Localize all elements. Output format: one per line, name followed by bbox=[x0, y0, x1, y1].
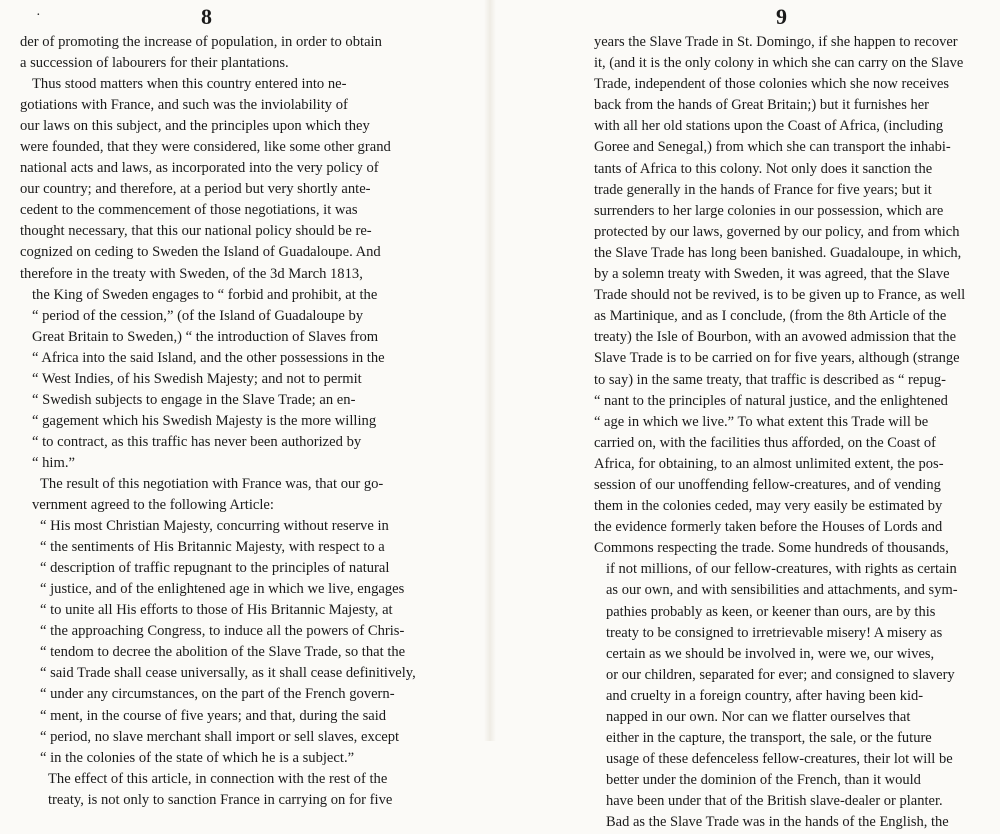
text-line: “ period of the cession,” (of the Island of Guadaloupe by bbox=[32, 307, 364, 324]
text-line: gotiations with France, and such was the inviolability of bbox=[20, 97, 348, 114]
right-page-text bbox=[594, 32, 990, 834]
text-line: “ period, no slave merchant shall import or sell slaves, except bbox=[40, 728, 400, 745]
text-line: protected by our laws, governed by our policy, and from which bbox=[594, 223, 960, 240]
text-line: the King of Sweden engages to “ forbid and prohibit, at the bbox=[32, 286, 378, 303]
text-line: “ the sentiments of His Britannic Majesty, with respect to a bbox=[40, 539, 385, 556]
text-line: “ Swedish subjects to engage in the Slave Trade; an en- bbox=[32, 391, 356, 408]
text-line: if not millions, of our fellow-creatures, with rights as certain bbox=[606, 561, 957, 578]
text-line: “ justice, and of the enlightened age in which we live, engages bbox=[40, 581, 405, 598]
text-line: The effect of this article, in connection with the rest of the bbox=[48, 770, 388, 787]
text-line: surrenders to her large colonies in our possession, which are bbox=[594, 202, 944, 219]
margin-mark: · bbox=[36, 8, 41, 23]
text-line: and cruelty in a foreign country, after having been kid- bbox=[606, 687, 924, 704]
text-line: Trade, independent of those colonies which she now receives bbox=[594, 76, 950, 93]
right-page bbox=[500, 0, 1000, 831]
text-line: “ the approaching Congress, to induce all the powers of Chris- bbox=[40, 623, 405, 640]
text-line: vernment agreed to the following Article: bbox=[32, 497, 274, 514]
text-line: the Slave Trade has long been banished. Guadaloupe, in which, bbox=[594, 244, 962, 261]
text-line: usage of these defenceless fellow-creatures, their lot will be bbox=[606, 751, 953, 768]
text-line: Trade should not be revived, is to be given up to France, as well bbox=[594, 287, 966, 304]
text-line: “ nant to the principles of natural justice, and the enlightened bbox=[594, 392, 948, 409]
text-line: our country; and therefore, at a period but very shortly ante- bbox=[20, 181, 371, 198]
text-line: treaty) the Isle of Bourbon, with an avowed admission that the bbox=[594, 329, 957, 346]
text-line: either in the capture, the transport, the sale, or the future bbox=[606, 730, 932, 747]
text-line: have been under that of the British slave-dealer or planter. bbox=[606, 793, 943, 810]
text-line: treaty, is not only to sanction France in carrying on for five bbox=[48, 791, 393, 808]
text-line: pathies probably as keen, or keener than ours, are by this bbox=[606, 603, 936, 620]
text-line: by a solemn treaty with Sweden, it was agreed, that the Slave bbox=[594, 266, 950, 283]
text-line: them in the colonies ceded, may very easily be estimated by bbox=[594, 498, 943, 515]
text-line: or our children, separated for ever; and consigned to slavery bbox=[606, 666, 955, 683]
text-line: der of promoting the increase of population, in order to obtain bbox=[20, 34, 382, 50]
text-line: “ in the colonies of the state of which he is a subject.” bbox=[40, 749, 355, 766]
text-line: certain as we should be involved in, were we, our wives, bbox=[606, 645, 935, 662]
text-line: treaty to be consigned to irretrievable misery! A misery as bbox=[606, 624, 943, 641]
text-line: Slave Trade is to be carried on for five years, although (strange bbox=[594, 350, 960, 367]
right-page-number: 9 bbox=[776, 4, 787, 29]
text-line: our laws on this subject, and the principles upon which they bbox=[20, 118, 370, 135]
text-line: “ Africa into the said Island, and the other possessions in the bbox=[32, 349, 385, 366]
text-line: it, (and it is the only colony in which she can carry on the Slave bbox=[594, 55, 964, 72]
text-line: thought necessary, that this our national policy should be re- bbox=[20, 223, 372, 240]
text-line: national acts and laws, as incorporated into the very policy of bbox=[20, 160, 379, 177]
text-line: Thus stood matters when this country entered into ne- bbox=[32, 76, 347, 93]
text-line: trade generally in the hands of France for five years; but it bbox=[594, 181, 932, 198]
text-line: better under the dominion of the French, than it would bbox=[606, 772, 921, 789]
text-line: a succession of labourers for their plantations. bbox=[20, 55, 289, 72]
text-line: carried on, with the facilities thus afforded, on the Coast of bbox=[594, 434, 936, 451]
text-line: “ to contract, as this traffic has never been authorized by bbox=[32, 433, 362, 450]
text-line: “ His most Christian Majesty, concurring without reserve in bbox=[40, 518, 389, 535]
text-line: Goree and Senegal,) from which she can transport the inhabi- bbox=[594, 139, 951, 156]
text-line: as Martinique, and as I conclude, (from the 8th Article of the bbox=[594, 308, 947, 325]
text-line: with all her old stations upon the Coast of Africa, (including bbox=[594, 118, 944, 135]
text-line: tants of Africa to this colony. Not only does it sanction the bbox=[594, 160, 933, 177]
text-line: “ description of traffic repugnant to the principles of natural bbox=[40, 560, 390, 577]
text-line: cognized on ceding to Sweden the Island of Guadaloupe. And bbox=[20, 244, 381, 261]
text-line: Commons respecting the trade. Some hundreds of thousands, bbox=[594, 540, 949, 557]
text-line: “ gagement which his Swedish Majesty is the more willing bbox=[32, 412, 377, 429]
text-line: “ tendom to decree the abolition of the Slave Trade, so that the bbox=[40, 644, 406, 661]
text-line: as our own, and with sensibilities and attachments, and sym- bbox=[606, 582, 958, 599]
text-line: “ age in which we live.” To what extent this Trade will be bbox=[594, 413, 929, 430]
text-line: session of our unoffending fellow-creatures, and of vending bbox=[594, 476, 941, 493]
text-line: “ ment, in the course of five years; and that, during the said bbox=[40, 707, 387, 724]
left-page bbox=[0, 0, 482, 808]
text-line: Great Britain to Sweden,) “ the introduction of Slaves from bbox=[32, 328, 379, 345]
text-line: “ under any circumstances, on the part of the French govern- bbox=[40, 686, 395, 703]
text-line: The result of this negotiation with France was, that our go- bbox=[40, 475, 384, 492]
text-line: the evidence formerly taken before the Houses of Lords and bbox=[594, 519, 943, 536]
text-line: years the Slave Trade in St. Domingo, if she happen to recover bbox=[594, 34, 958, 50]
text-line: napped in our own. Nor can we flatter ourselves that bbox=[606, 709, 911, 725]
book-gutter bbox=[484, 0, 496, 741]
text-line: “ West Indies, of his Swedish Majesty; and not to permit bbox=[32, 370, 362, 387]
text-line: back from the hands of Great Britain;) but it furnishes her bbox=[594, 97, 930, 114]
left-page-text bbox=[20, 32, 420, 811]
text-line: Africa, for obtaining, to an almost unlimited extent, the pos- bbox=[594, 455, 944, 472]
text-line: “ said Trade shall cease universally, as it shall cease definitively, bbox=[40, 665, 416, 682]
text-line: Bad as the Slave Trade was in the hands of the English, the bbox=[606, 814, 949, 831]
text-line: “ him.” bbox=[32, 454, 75, 471]
left-page-number: 8 bbox=[201, 4, 212, 29]
text-line: cedent to the commencement of those negotiations, it was bbox=[20, 202, 358, 219]
text-line: to say) in the same treaty, that traffic is described as “ repug- bbox=[594, 371, 946, 388]
text-line: “ to unite all His efforts to those of His Britannic Majesty, at bbox=[40, 602, 393, 619]
text-line: therefore in the treaty with Sweden, of the 3d March 1813, bbox=[20, 265, 363, 282]
text-line: were founded, that they were considered, like some other grand bbox=[20, 139, 391, 156]
